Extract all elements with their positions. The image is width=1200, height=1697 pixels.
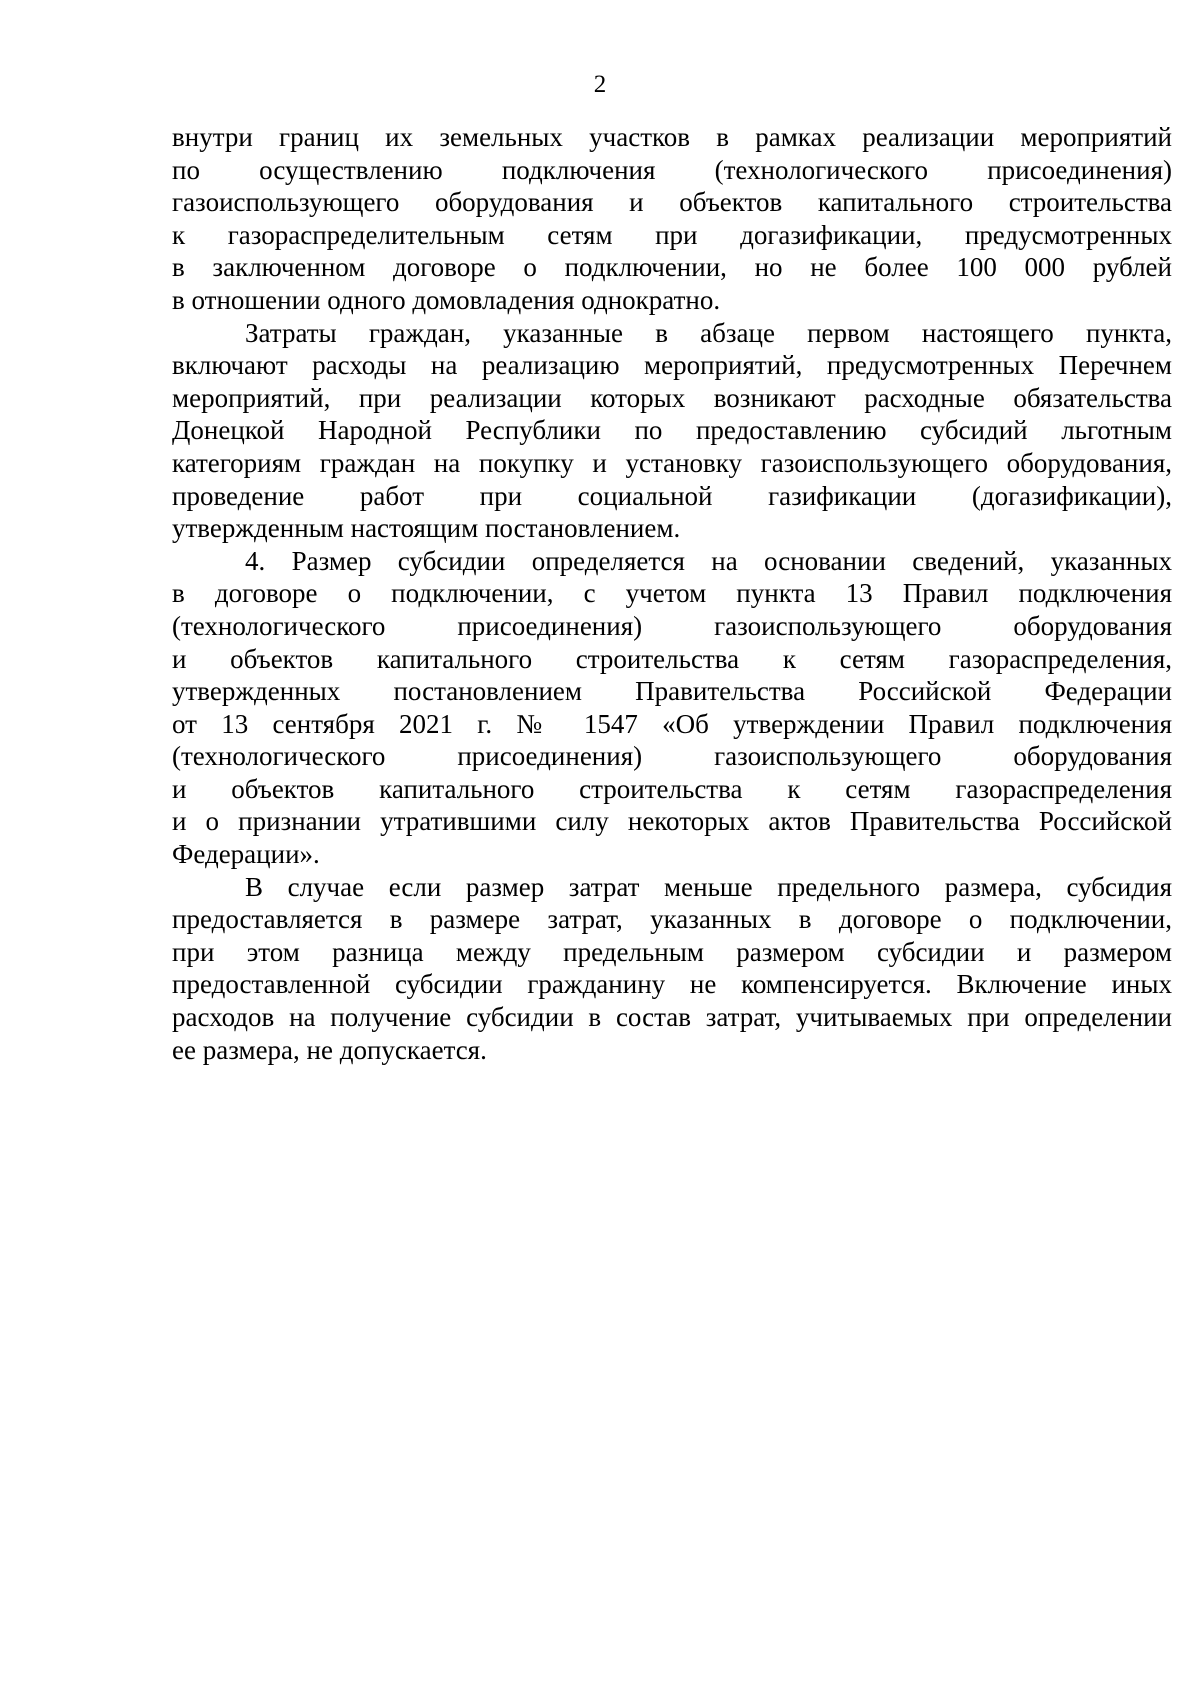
text-line: ее размера, не допускается. [172, 1034, 487, 1065]
paragraph-3 [172, 545, 1172, 871]
text-line: предоставляется в размере затрат, указанных в договоре о подключении, [172, 904, 1172, 935]
text-line: к газораспределительным сетям при догазификации, предусмотренных [172, 219, 1172, 250]
text-line: Донецкой Народной Республики по предоставлению субсидий льготным [172, 415, 1172, 446]
text-line: проведение работ при социальной газификации (догазификации), [172, 480, 1172, 511]
paragraph-4 [172, 871, 1172, 1067]
text-line: и объектов капитального строительства к сетям газораспределения, [172, 643, 1172, 674]
text-line: предоставленной субсидии гражданину не компенсируется. Включение иных [172, 969, 1172, 1000]
text-line: газоиспользующего оборудования и объектов капитального строительства [172, 187, 1172, 218]
text-line: 4. Размер субсидии определяется на основании сведений, указанных [245, 545, 1172, 576]
paragraph-2 [172, 317, 1172, 545]
text-line: и объектов капитального строительства к сетям газораспределения [172, 773, 1172, 804]
text-line: по осуществлению подключения (технологического присоединения) [172, 154, 1172, 185]
text-line: и о признании утратившими силу некоторых актов Правительства Российской [172, 806, 1172, 837]
text-line: в заключенном договоре о подключении, но не более 100 000 рублей [172, 252, 1172, 283]
text-line: включают расходы на реализацию мероприятий, предусмотренных Перечнем [172, 350, 1172, 381]
document-body [172, 121, 1172, 1066]
text-line: расходов на получение субсидии в состав затрат, учитываемых при определении [172, 1002, 1172, 1033]
text-line: внутри границ их земельных участков в рамках реализации мероприятий [172, 122, 1172, 152]
text-line: (технологического присоединения) газоиспользующего оборудования [172, 610, 1172, 641]
page-number: 2 [593, 71, 607, 98]
text-line: утвержденным настоящим постановлением. [172, 513, 681, 544]
text-line: Федерации». [172, 839, 320, 870]
text-line: от 13 сентября 2021 г. № 1547 «Об утверждении Правил подключения [172, 708, 1172, 739]
text-line: при этом разница между предельным размером субсидии и размером [172, 936, 1172, 967]
text-line: мероприятий, при реализации которых возникают расходные обязательства [172, 382, 1172, 413]
paragraph-1 [172, 121, 1172, 317]
text-line: (технологического присоединения) газоиспользующего оборудования [172, 741, 1172, 772]
text-line: категориям граждан на покупку и установку газоиспользующего оборудования, [172, 447, 1172, 478]
text-line: Затраты граждан, указанные в абзаце первом настоящего пункта, [245, 317, 1172, 348]
text-line: в договоре о подключении, с учетом пункта 13 Правил подключения [172, 578, 1172, 609]
text-line: в отношении одного домовладения однократно. [172, 284, 721, 315]
text-line: В случае если размер затрат меньше предельного размера, субсидия [245, 871, 1172, 902]
text-line: утвержденных постановлением Правительства Российской Федерации [172, 676, 1172, 707]
